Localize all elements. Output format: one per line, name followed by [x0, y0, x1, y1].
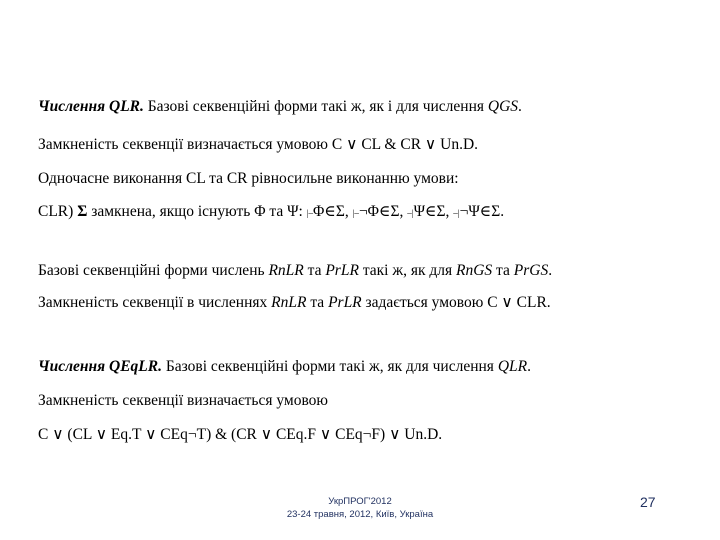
formula: ¬Ψ∈Σ [459, 203, 501, 220]
qeqlr-condition-formula: C ∨ (CL ∨ Eq.T ∨ CEq¬T) & (CR ∨ CEq.F ∨ CEq¬F) ∨ Un.D. [38, 426, 443, 443]
text: задається умовою C ∨ CLR. [361, 294, 551, 311]
calculus-name: LR [288, 294, 307, 311]
simultaneous-line: Одночасне виконання CL та CR рівносильне виконанню умови: [38, 170, 459, 187]
text: Замкненість секвенції в численнях [38, 294, 272, 311]
paragraph-qlr [38, 98, 522, 116]
rnlr-prlr-closure-line [38, 293, 551, 312]
rnlr-prlr-forms-line [38, 262, 552, 280]
calculus-name: QGS [487, 98, 519, 115]
calculus-name: GS [473, 262, 493, 279]
footer-date-location: 23-24 травня, 2012, Київ, Україна [286, 509, 434, 520]
text: та [306, 294, 329, 311]
heading-qeqlr: Числення QEqLR. [38, 358, 162, 375]
calculus-name: QLR [497, 358, 528, 375]
text: Базові секвенційні форми числень [38, 262, 269, 279]
text: та [492, 262, 514, 279]
calculus-name: LR [285, 262, 304, 279]
clr-label: CLR) [38, 203, 78, 220]
formula: Φ∈Σ, [313, 203, 353, 220]
sigma-symbol: Σ [77, 203, 88, 220]
text: Базові секвенційні форми такі ж, як і для числення [143, 98, 488, 115]
text: . [518, 98, 522, 115]
calculus-name: Rn [271, 294, 289, 311]
reverse-turnstile: –| [407, 208, 414, 218]
paragraph-qeqlr [38, 358, 531, 376]
calculus-name: Pr [328, 294, 344, 311]
text: . [527, 358, 531, 375]
calculus-name: LR [340, 262, 359, 279]
text: Базові секвенційні форми такі ж, як для числення [161, 358, 498, 375]
formula: Ψ∈Σ, [413, 203, 454, 220]
calculus-name: Pr [513, 262, 530, 279]
text: та [303, 262, 326, 279]
heading-qlr: Числення QLR. [38, 98, 144, 115]
reverse-turnstile: –| [453, 208, 460, 218]
calculus-name: LR [343, 294, 362, 311]
text: . [500, 203, 505, 220]
calculus-name: Rn [268, 262, 286, 279]
turnstile: |– [352, 208, 359, 218]
calculus-name: Pr [325, 262, 341, 279]
text: такі ж, як для [358, 262, 456, 279]
closure-condition-line: Замкненість секвенції визначається умовою C ∨ CL & CR ∨ Un.D. [38, 136, 479, 153]
calculus-name: Rn [456, 262, 474, 279]
calculus-name: GS [529, 262, 549, 279]
clr-condition-line [38, 202, 504, 221]
turnstile: |– [306, 208, 314, 218]
text: . [548, 262, 553, 279]
formula: ¬Φ∈Σ, [358, 203, 408, 220]
footer-conference: УкрПРОГ'2012 [328, 496, 392, 507]
text: замкнена, якщо існують Φ та Ψ: [87, 203, 307, 220]
qeqlr-closure-line: Замкненість секвенції визначається умовою [38, 392, 329, 409]
page-number: 27 [640, 494, 656, 510]
